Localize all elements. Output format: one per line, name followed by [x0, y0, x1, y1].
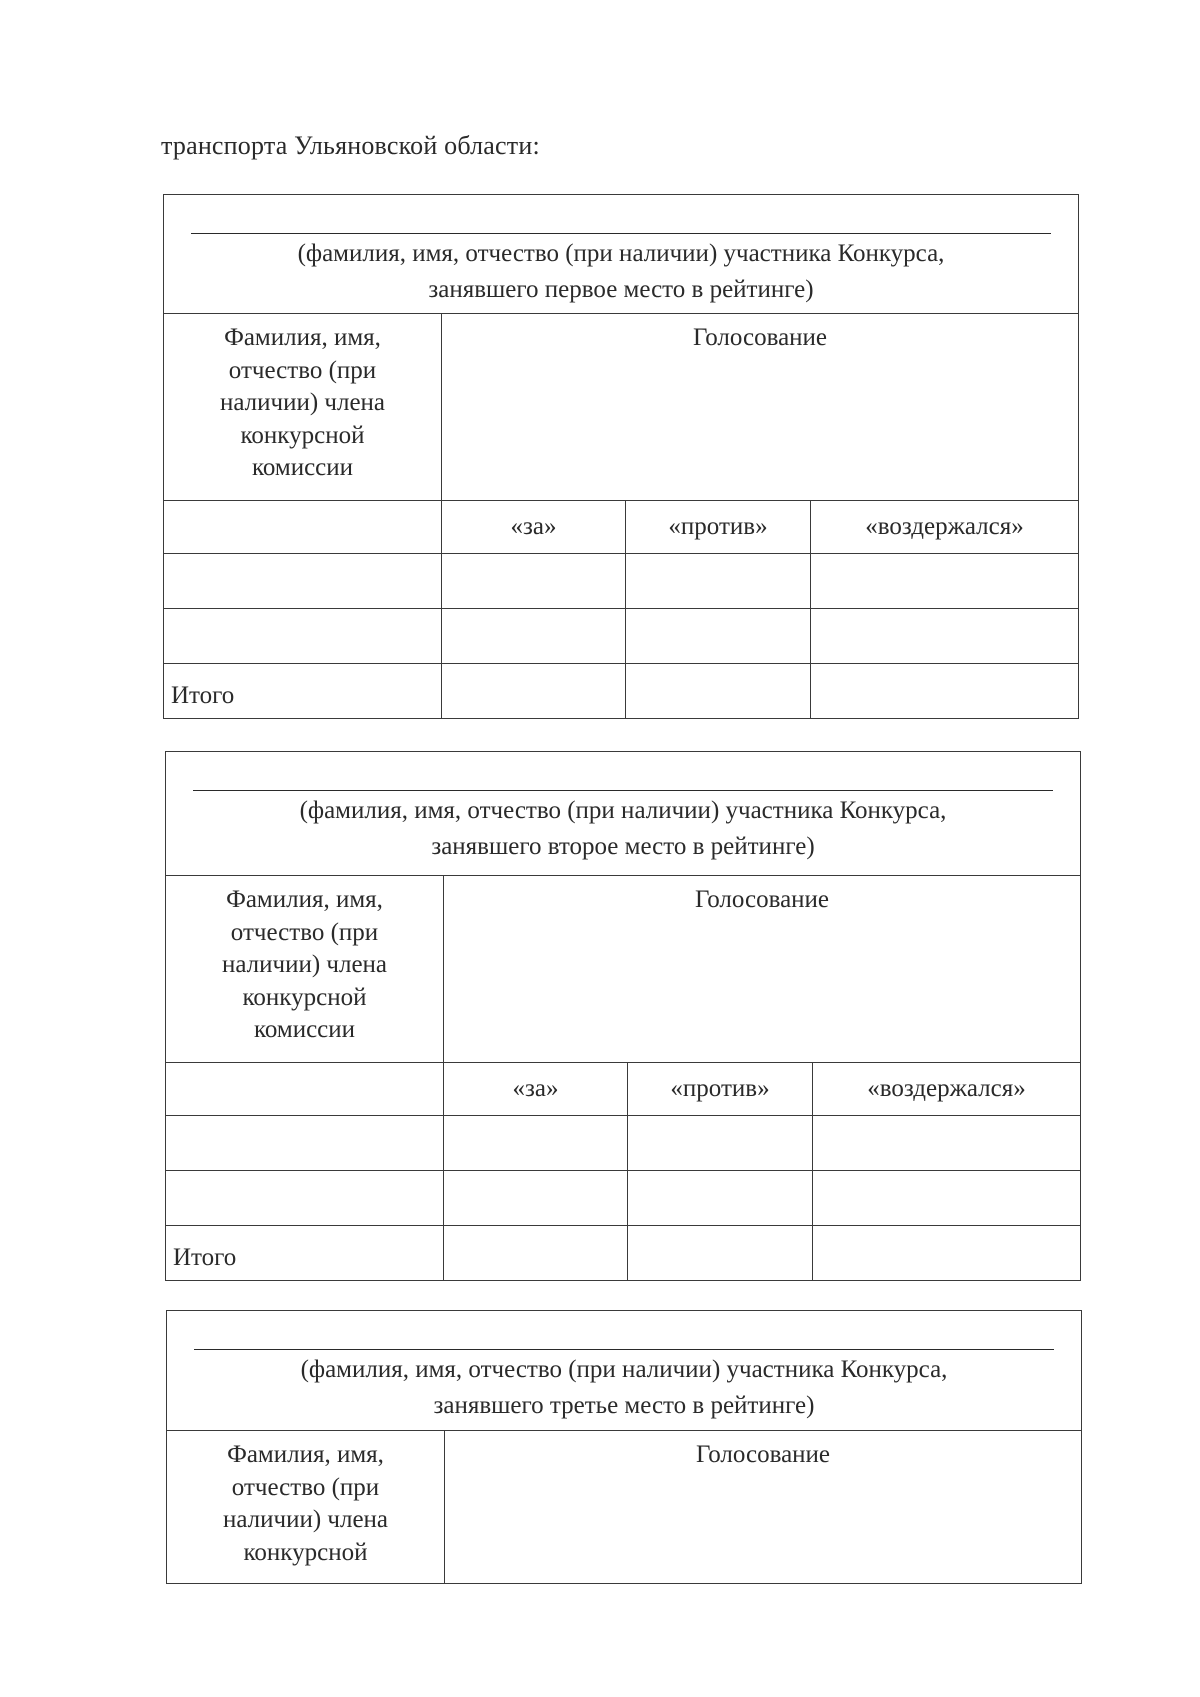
participant-title-cell	[167, 1311, 1082, 1431]
caption-line-1: (фамилия, имя, отчество (при наличии) участника Конкурса,	[297, 240, 945, 267]
participant-name-line[interactable]	[193, 790, 1053, 791]
vote-cell[interactable]	[628, 1116, 813, 1171]
member-header	[164, 314, 442, 501]
caption-line-1: (фамилия, имя, отчество (при наличии) участника Конкурса,	[299, 797, 947, 824]
empty-cell	[166, 1063, 444, 1116]
vote-cell[interactable]	[628, 1171, 813, 1226]
option-for: «за»	[442, 501, 626, 554]
vote-cell[interactable]	[626, 609, 811, 664]
member-header-line: Фамилия, имя,	[224, 324, 381, 351]
vote-cell[interactable]	[811, 609, 1079, 664]
total-cell[interactable]	[813, 1226, 1081, 1281]
empty-cell	[164, 501, 442, 554]
total-cell[interactable]	[811, 664, 1079, 719]
vote-cell[interactable]	[813, 1171, 1081, 1226]
caption-line-2: занявшего третье место в рейтинге)	[433, 1392, 815, 1419]
total-label: Итого	[164, 664, 442, 719]
member-header-line: отчество (при	[228, 356, 377, 384]
member-header-line: комиссии	[253, 1016, 356, 1043]
caption-line-1: (фамилия, имя, отчество (при наличии) участника Конкурса,	[300, 1356, 948, 1383]
caption-line-2: занявшего второе место в рейтинге)	[431, 833, 815, 860]
total-cell[interactable]	[626, 664, 811, 719]
total-cell[interactable]	[628, 1226, 813, 1281]
voting-header: Голосование	[442, 314, 1079, 501]
member-cell[interactable]	[166, 1116, 444, 1171]
member-header-line: отчество (при	[231, 1473, 380, 1501]
member-header-line: наличии) члена	[219, 389, 386, 416]
vote-cell[interactable]	[442, 554, 626, 609]
member-header-line: наличии) члена	[221, 951, 388, 978]
member-cell[interactable]	[166, 1171, 444, 1226]
member-header	[166, 876, 444, 1063]
table-row	[164, 554, 1079, 609]
member-header-line: конкурсной	[243, 1538, 368, 1566]
vote-cell[interactable]	[811, 554, 1079, 609]
vote-cell[interactable]	[444, 1116, 628, 1171]
vote-cell[interactable]	[444, 1171, 628, 1226]
participant-title-cell	[166, 752, 1081, 876]
total-row	[166, 1226, 1081, 1281]
table-row	[166, 1116, 1081, 1171]
intro-text: транспорта Ульяновской области:	[161, 131, 540, 160]
option-against: «против»	[626, 501, 811, 554]
participant-title-cell	[164, 195, 1079, 314]
member-header-line: отчество (при	[230, 918, 379, 946]
vote-cell[interactable]	[442, 609, 626, 664]
member-header-line: конкурсной	[242, 983, 367, 1011]
voting-table-first-place	[163, 194, 1079, 719]
option-abstained: «воздержался»	[811, 501, 1079, 554]
member-header	[167, 1431, 445, 1584]
member-header-line: Фамилия, имя,	[226, 886, 383, 913]
table-row	[166, 1171, 1081, 1226]
total-row	[164, 664, 1079, 719]
vote-cell[interactable]	[813, 1116, 1081, 1171]
voting-header: Голосование	[444, 876, 1081, 1063]
table-row	[164, 609, 1079, 664]
member-header-line: конкурсной	[240, 421, 365, 449]
caption-line-2: занявшего первое место в рейтинге)	[428, 276, 814, 303]
total-label: Итого	[166, 1226, 444, 1281]
option-against: «против»	[628, 1063, 813, 1116]
member-header-line: Фамилия, имя,	[227, 1441, 384, 1468]
member-cell[interactable]	[164, 554, 442, 609]
member-header-line: наличии) члена	[222, 1506, 389, 1533]
voting-table-third-place	[166, 1310, 1082, 1584]
voting-table-second-place	[165, 751, 1081, 1281]
member-cell[interactable]	[164, 609, 442, 664]
total-cell[interactable]	[442, 664, 626, 719]
voting-header: Голосование	[445, 1431, 1082, 1584]
total-cell[interactable]	[444, 1226, 628, 1281]
member-header-line: комиссии	[251, 454, 354, 481]
participant-name-line[interactable]	[191, 233, 1051, 234]
option-for: «за»	[444, 1063, 628, 1116]
option-abstained: «воздержался»	[813, 1063, 1081, 1116]
participant-name-line[interactable]	[194, 1349, 1054, 1350]
vote-cell[interactable]	[626, 554, 811, 609]
